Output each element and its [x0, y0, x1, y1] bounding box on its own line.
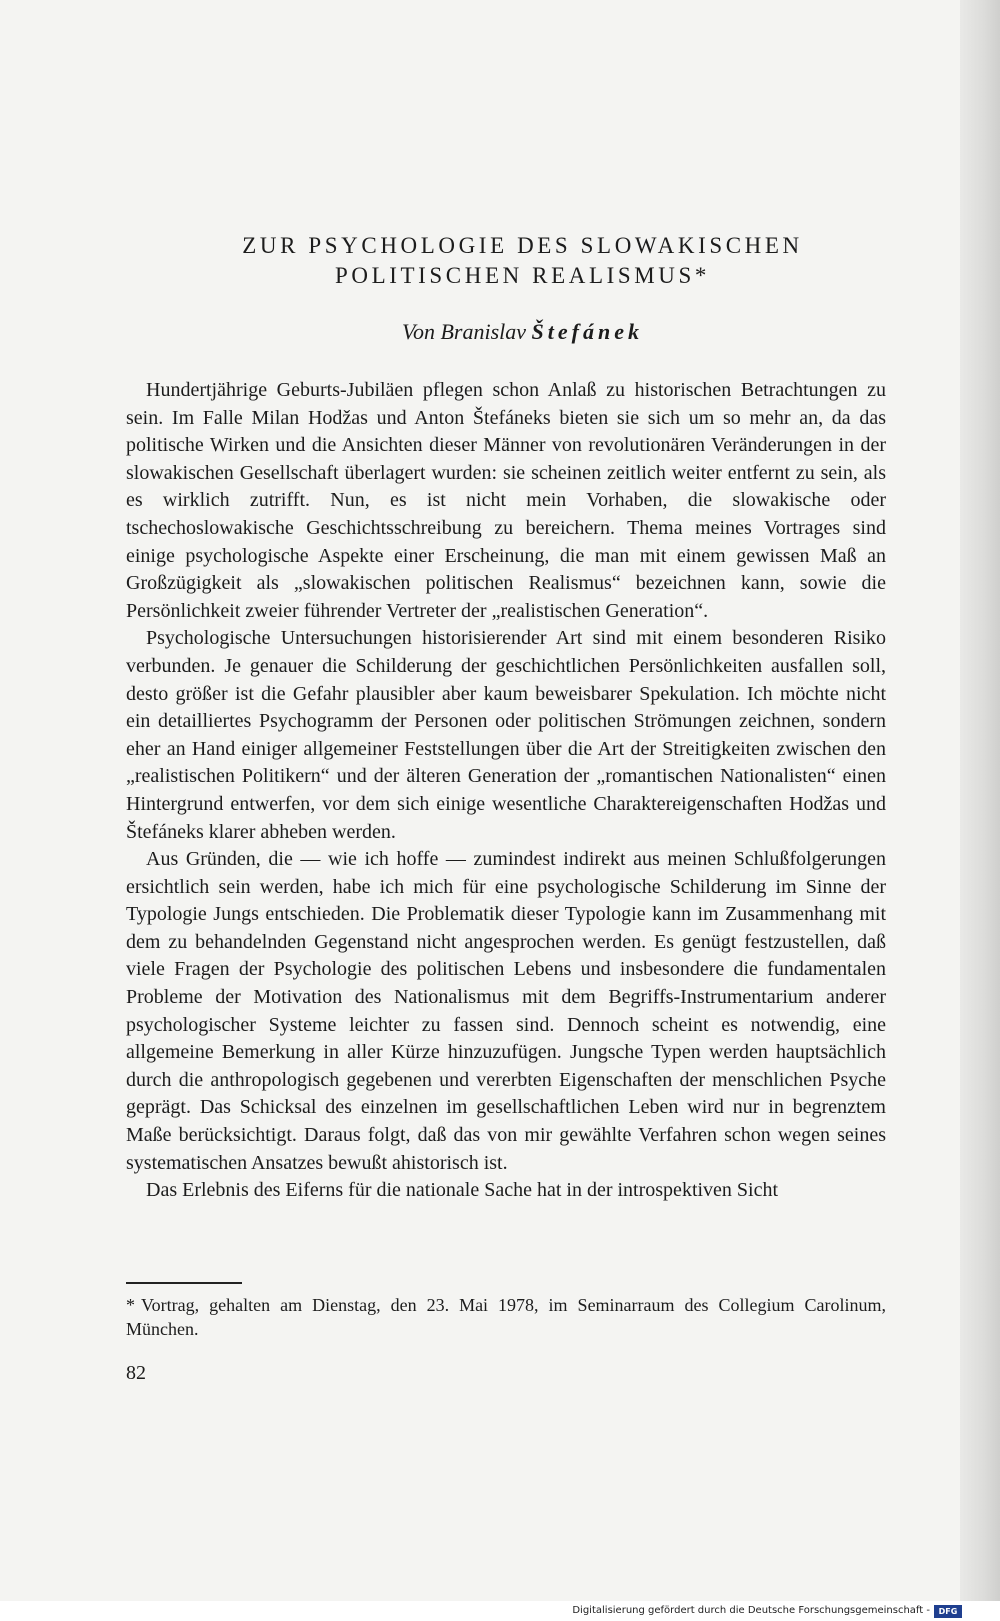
paragraph-2: Psychologische Untersuchungen historisierender Art sind mit einem besonderen Risiko verbunden. Je genauer die Schilderung der geschichtlichen Persönlichkeiten ausfallen soll, desto größer ist die Gefahr plausibler aber kaum beweisbarer Spekulation. Ich möchte nicht ein detailliertes Psychogramm der Personen oder politischen Strömungen zeichnen, sondern eher an Hand einiger allgemeiner Feststellungen über die Art der Streitigkeiten zwischen den „realistischen Politikern“ und der älteren Generation der „romantischen Nationalisten“ einen Hintergrund entwerfen, vor dem sich einige wesentliche Charaktereigenschaften Hodžas und Štefáneks klarer abheben werden.: [126, 627, 886, 843]
author-surname: Štefánek: [531, 319, 643, 344]
article-title-line-2: POLITISCHEN REALISMUS*: [334, 263, 711, 288]
footnote: [126, 1293, 886, 1341]
page-number: 82: [126, 1362, 146, 1384]
paragraph-3: Aus Gründen, die — wie ich hoffe — zumindest indirekt aus meinen Schlußfolgerungen ersichtlich sein werden, habe ich mich für eine psychologische Schilderung im Sinne der Typologie Jungs entschieden. Die Problematik dieser Typologie kann im Zusammenhang mit dem zu behandelnden Gegenstand nicht angesprochen werden. Es genügt festzustellen, daß viele Fragen der Psychologie des politischen Lebens und insbesondere die fundamentalen Probleme der Motivation des Nationalismus mit dem Begriffs-Instrumentarium anderer psychologischer Systeme leichter zu fassen sind. Dennoch scheint es notwendig, eine allgemeine Bemerkung in aller Kürze hinzuzufügen. Jungsche Typen werden hauptsächlich durch die anthropologisch gegebenen und vererbten Eigenschaften der menschlichen Psyche geprägt. Das Schicksal des einzelnen im gesellschaftlichen Leben wird nur in begrenztem Maße berücksichtigt. Daraus folgt, daß das von mir gewählte Verfahren schon wegen seines systematischen Ansatzes bewußt ahistorisch ist.: [126, 848, 886, 1174]
article-title-line-1: ZUR PSYCHOLOGIE DES SLOWAKISCHEN: [242, 233, 803, 258]
article-body: [126, 377, 886, 1205]
paragraph-4: Das Erlebnis des Eiferns für die nationale Sache hat in der introspektiven Sicht: [146, 1179, 779, 1202]
paragraph-1: Hundertjährige Geburts-Jubiläen pflegen schon Anlaß zu historischen Betrachtungen zu sein. Im Falle Milan Hodžas und Anton Štefáneks bieten sie sich um so mehr an, da das politische Wirken und die Ansichten dieser Männer von revolutionären Veränderungen in der slowakischen Gesellschaft überlagert wurden: sie scheinen zeitlich weiter entfernt zu sein, als es wirklich zutrifft. Nun, es ist nicht mein Vorhaben, die slowakische oder tschechoslowakische Geschichtsschreibung zu bereichern. Thema meines Vortrages sind einige psychologische Aspekte einer Erscheinung, die man mit einem gewissen Maß an Großzügigkeit als „slowakischen politischen Realismus“ bezeichnen kann, sowie die Persönlichkeit zweier führender Vertreter der „realistischen Generation“.: [126, 379, 886, 622]
footnote-mark: *: [126, 1295, 135, 1315]
byline-prefix: Von Branislav: [401, 319, 532, 344]
author-byline: [100, 318, 945, 346]
page-edge-shadow: [960, 0, 1000, 1621]
digitization-credit: Digitalisierung gefördert durch die Deutsche Forschungsgemeinschaft -: [572, 1605, 930, 1616]
footnote-divider: [126, 1282, 242, 1284]
footnote-text: Vortrag, gehalten am Dienstag, den 23. Mai 1978, im Seminarraum des Collegium Carolinum, München.: [126, 1295, 886, 1339]
dfg-logo: DFG: [934, 1605, 962, 1618]
